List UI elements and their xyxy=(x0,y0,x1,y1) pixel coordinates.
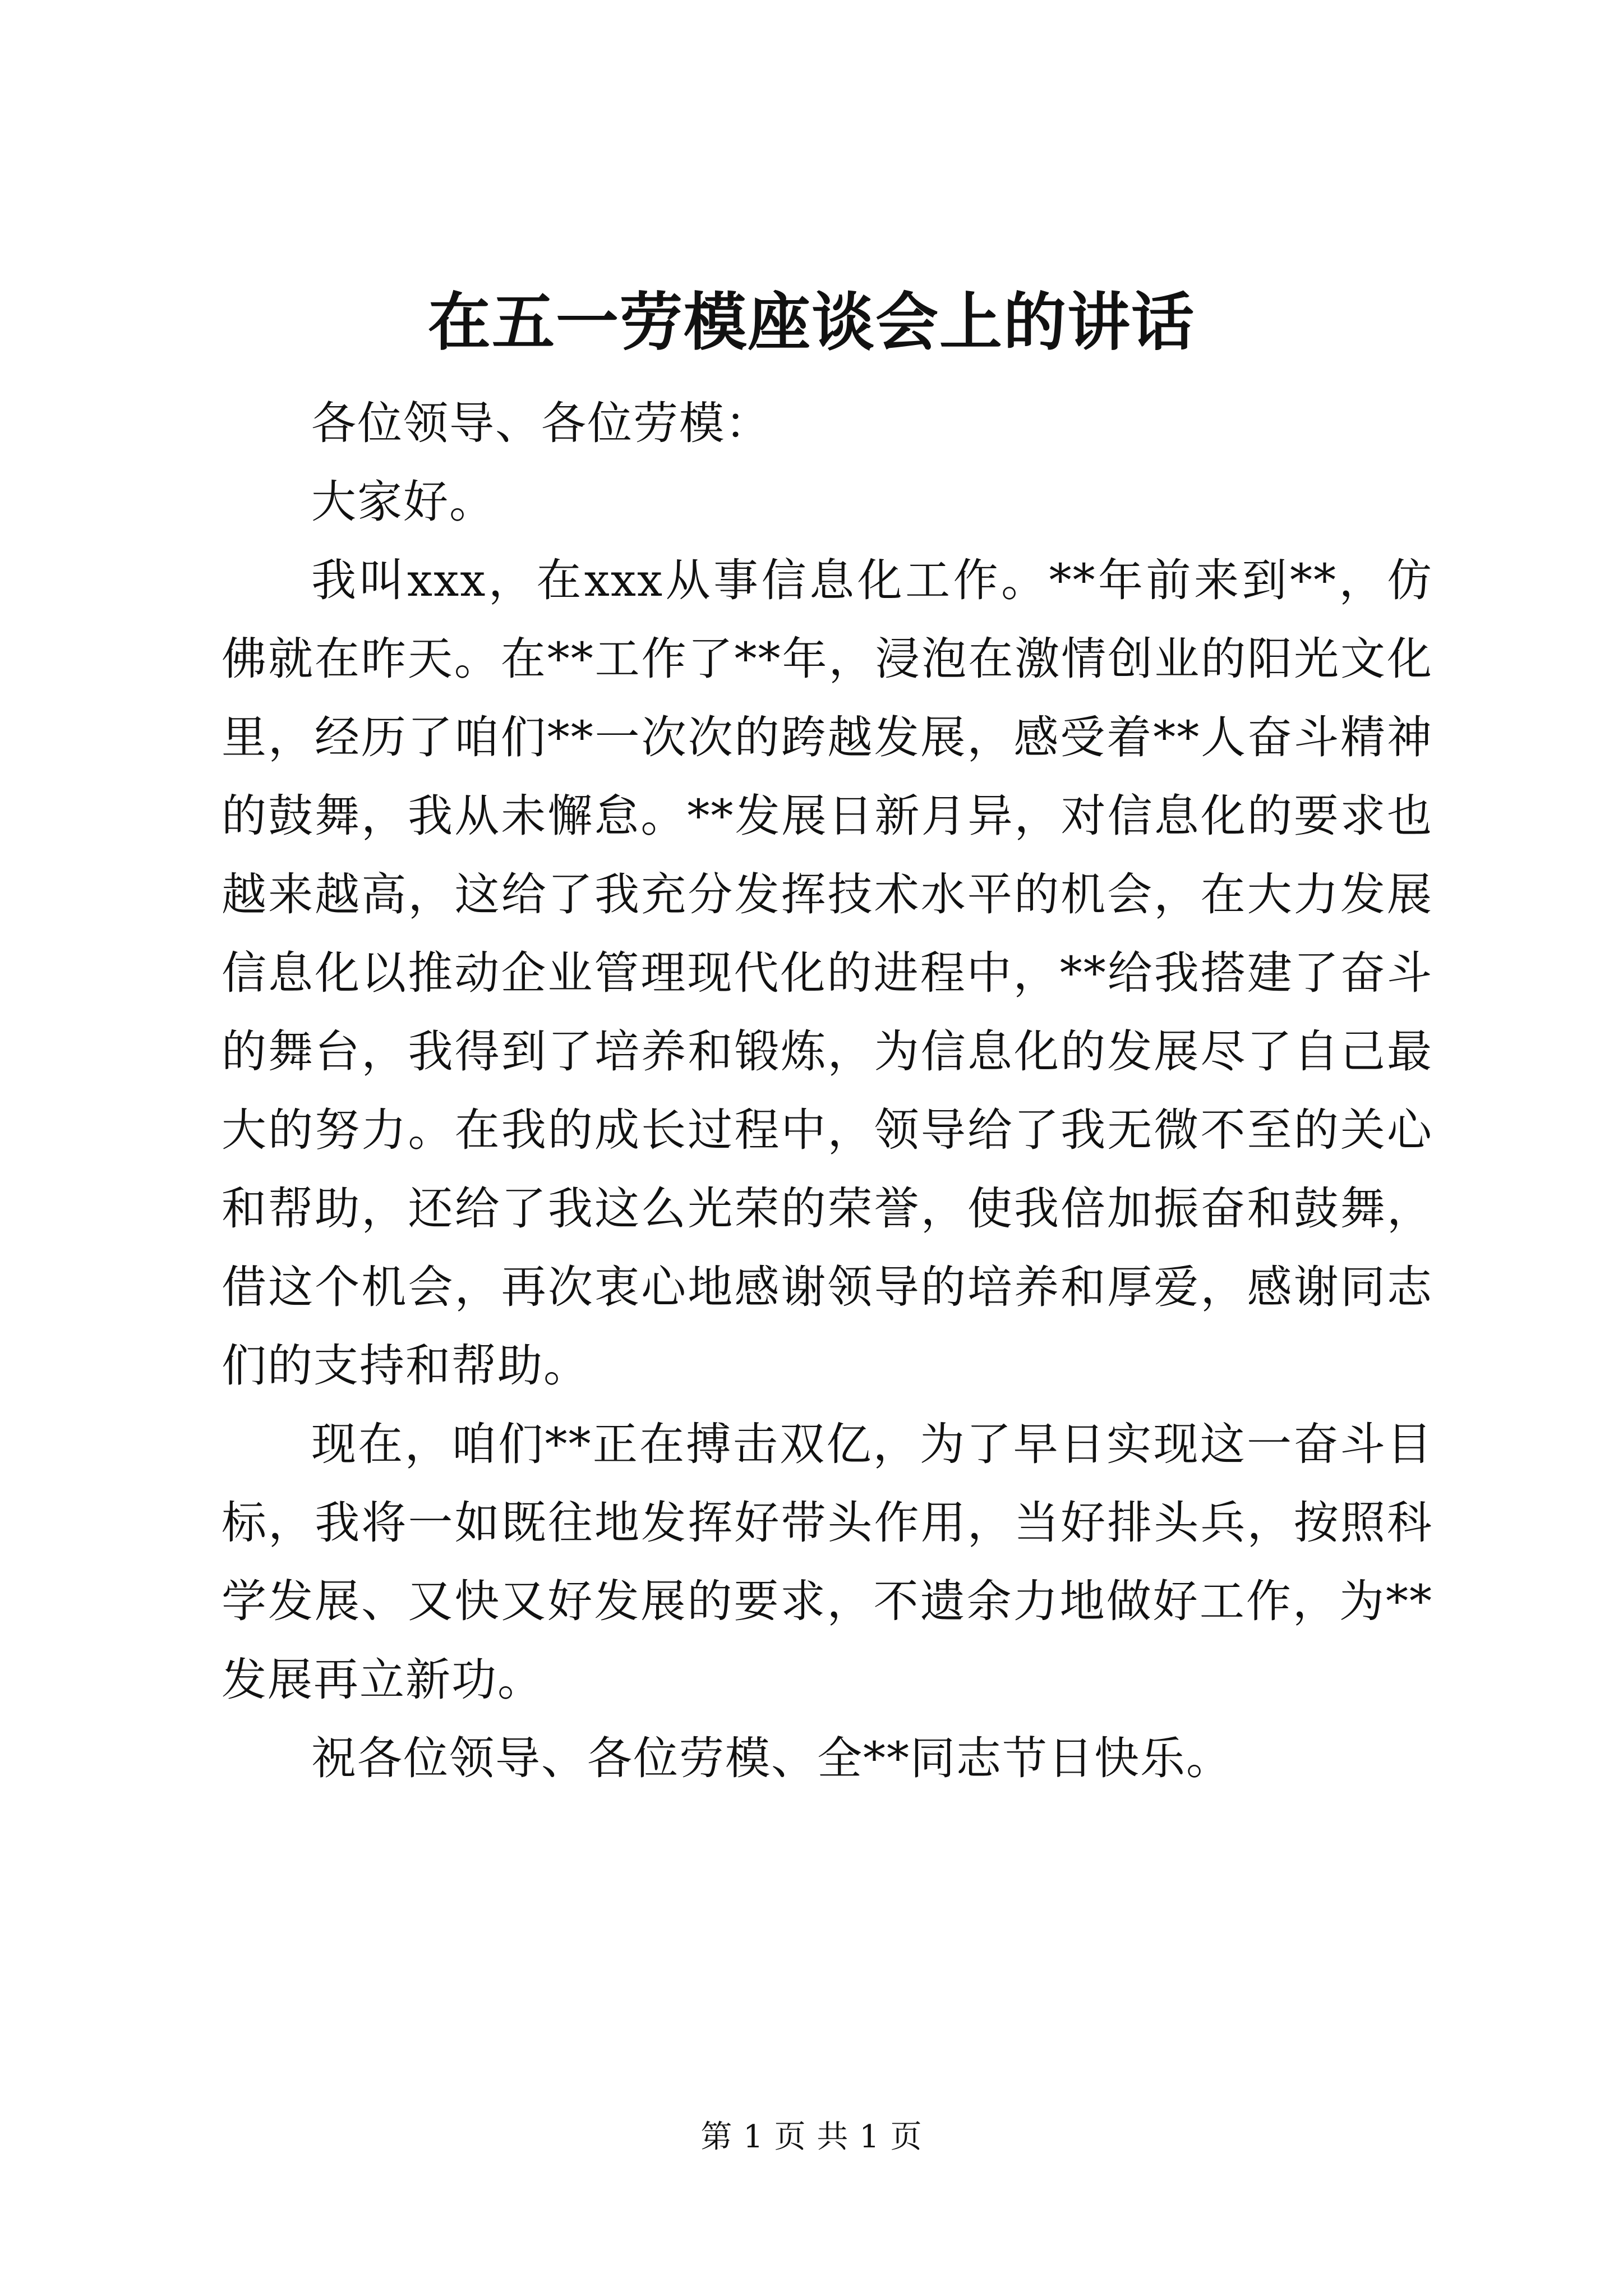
paragraph-greeting: 各位领导、各位劳模： xyxy=(311,397,771,449)
document-body xyxy=(222,384,1433,1798)
paragraph-hello: 大家好。 xyxy=(311,476,495,528)
document-title: 在五一劳模座谈会上的讲话 xyxy=(428,286,1195,359)
paragraph-closing-wishes: 祝各位领导、各位劳模、全**同志节日快乐。 xyxy=(311,1732,1232,1784)
page-footer: 第 1 页 共 1 页 xyxy=(700,2119,923,2155)
paragraph-introduction: 我叫xxx，在xxx从事信息化工作。**年前来到**，仿佛就在昨天。在**工作了**年，浸泡在激情创业的阳光文化里，经历了咱们**一次次的跨越发展，感受着**人奋斗精神的鼓舞，我从未懈怠。**发展日新月异，对信息化的要求也越来越高，这给了我充分发挥技术水平的机会，在大力发展信息化以推动企业管理现代化的进程中，**给我搭建了奋斗的舞台，我得到了培养和锻炼，为信息化的发展尽了自己最大的努力。在我的成长过程中，领导给了我无微不至的关心和帮助，还给了我这么光荣的荣誉，使我倍加振奋和鼓舞，借这个机会，再次衷心地感谢领导的培养和厚爱，感谢同志们的支持和帮助。 xyxy=(222,554,1433,1392)
paragraph-commitment: 现在，咱们**正在搏击双亿，为了早日实现这一奋斗目标，我将一如既往地发挥好带头作用，当好排头兵，按照科学发展、又快又好发展的要求，不遗余力地做好工作，为**发展再立新功。 xyxy=(222,1418,1433,1706)
